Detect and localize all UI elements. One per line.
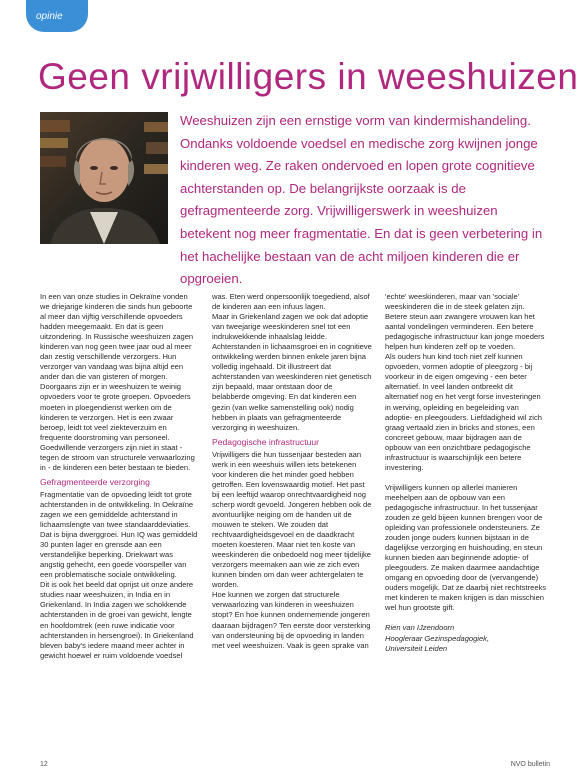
author-title: Hoogleraar Gezinspedagogiek, <box>385 633 490 643</box>
section-tab <box>26 0 88 32</box>
paragraph: 'echte' weeskinderen, maar van 'sociale' weeskinderen die in de steek gelaten zijn. Betere steun aan zwangere vrouwen kan het aantal vondelingen verminderen. Een betere pedagogische infrastructuur kan jonge moeders helpen hun kinderen zelf op te voeden. <box>385 292 545 352</box>
article-title: Geen vrijwilligers in weeshuizen <box>38 56 579 97</box>
spacer <box>385 473 548 483</box>
paragraph: Fragmentatie van de opvoeding leidt tot grote achterstanden in de ontwikkeling. In Oekraïne zagen we een gemiddelde achterstand in lichaamslengte van twee standaarddeviaties. Dat is bijna dwerggroei. Hun IQ was gemiddeld 30 punten lager en grensde aan een verstandelijke beperking. Driekwart was angstig gehecht, een goede voorspeller van een problematische sociale ontwikkeling. <box>40 489 198 580</box>
paragraph: Hoe kunnen we zorgen dat structurele verwaarlozing van kinderen in weeshuizen stopt? En hoe kunnen ondernemende jongeren daaraan bijdragen? Ten eerste door versterking van ondersteuning bij de opvoeding in landen met veel weeshuizen. Vaak is geen sprake van <box>212 590 371 650</box>
paragraph: Maar in Griekenland zagen we ook dat adoptie van tweejarige weeskinderen snel tot een indrukwekkende inhaalslag leidde. Achterstanden in lichaamsgroei en in cognitieve ontwikkeling werden binnen enkele jaren bijna volledig ingehaald. Dit illustreert dat achterstanden van weeskinderen niet genetisch zijn bepaald, maar ontstaan door de belabberde omgeving. En dat kinderen een gezin (van welke samenstelling ook) nodig hebben in plaats van gefragmenteerde verzorging in weeshuizen. <box>212 312 372 432</box>
column-2 <box>212 292 372 651</box>
author-name: Rien van IJzendoorn <box>385 623 455 633</box>
article-body <box>40 292 550 747</box>
subheading: Pedagogische infrastructuur <box>212 436 320 447</box>
paragraph: Dit is ook het beeld dat oprijst uit onze andere studies naar weeshuizen, in India en in Griekenland. In India zagen we schokkende achterstanden in de groei van gewicht, lengte en hoofdomtrek (een ruwe indicatie voor achterstanden in hersengroei). In Griekenland bleven baby's iedere maand meer achter in gewicht hoewel er ruim voldoende voedsel <box>40 580 194 660</box>
paragraph: Vrijwilligers die hun tussenjaar besteden aan werk in een weeshuis willen iets betekenen voor kinderen die het minder goed hebben getroffen. Een lovenswaardig motief. Het past bij een leeftijd waarop onrechtvaardigheid nog scherp wordt gevoeld. Jongeren hebben ook de avontuurlijke neiging om de handen uit de mouwen te steken. We zouden dat rechtvaardigheidsgevoel en de daadkracht moeten koesteren. Maar niet ten koste van weeskinderen die onbedoeld nog meer tijdelijke verzorgers meemaken aan wie ze zich even kunnen binden om dan weer achtergelaten te worden. <box>212 449 372 590</box>
paragraph: Vrijwilligers kunnen op allerlei manieren meehelpen aan de opbouw van een pedagogische infrastructuur. In het tussenjaar zouden ze geld bijeen kunnen brengen voor de opleiding van professionele ondersteuners. Ze zouden jonge ouders kunnen bijstaan in de dagelijkse verzorging en huishouding, en steun kunnen bieden aan beginnende adoptie- of pleegouders. Ze maken daarmee aandachtige omgang en opvoeding door de (vervangende) ouders mogelijk. Dat ze daarbij niet rechtstreeks met kinderen te maken krijgen is dan misschien wel hun grootste gift. <box>385 482 547 613</box>
page-number: 12 <box>40 761 48 768</box>
spacer <box>385 613 548 623</box>
publication-name: NVO bulletin <box>510 761 550 768</box>
column-1 <box>40 292 198 661</box>
page-footer <box>40 761 550 775</box>
subheading: Gefragmenteerde verzorging <box>40 476 150 487</box>
paragraph: was. Eten werd onpersoonlijk toegediend, alsof de kinderen aan een infuus lagen. <box>212 292 370 312</box>
section-tab-label: opinie <box>36 11 63 22</box>
column-3 <box>385 292 548 654</box>
author-photo <box>40 112 168 244</box>
paragraph: Als ouders hun kind toch niet zelf kunnen opvoeden, vormen adoptie of pleegzorg - bij voorkeur in de eigen omgeving - een beter alternatief. In veel landen ontbreekt dit alternatief nog en het vergt forse investeringen in werving, opleiding en begeleiding van adoptie- en pleegouders. Liefdadigheid wil zich graag vertaald zien in bricks and stones, een concreet gebouw, maar bijdragen aan de opbouw van een onzichtbare pedagogische infrastructuur is waarschijnlijk een betere investering. <box>385 352 542 472</box>
author-affiliation: Universiteit Leiden <box>385 643 448 653</box>
portrait-image <box>40 112 168 244</box>
paragraph: In een van onze studies in Oekraïne vonden we driejarige kinderen die sinds hun geboorte al meer dan vijftig verschillende opvoeders hadden meegemaakt. En dat is geen uitzondering. In Russische weeshuizen zagen kinderen van nog geen twee jaar oud al meer dan zestig verschillende verzorgers. Hun verzorger van vandaag was bijna altijd een ander dan die van gisteren of morgen. Doorgaans zijn er in weeshuizen te weinig opvoeders voor te grote groepen. Opvoeders moeten in ploegendienst werken om de kinderen te verzorgen. Het is een zwaar beroep, leidt tot veel ziekteverzuim en frequente doorstroming van personeel. Goedwillende verzorgers zijn niet in staat - tegen de stroom van structurele verwaarlozing in - de kinderen een beter bestaan te bieden. <box>40 292 195 472</box>
article-lead: Weeshuizen zijn een ernstige vorm van kindermishandeling. Ondanks voldoende voedsel en medische zorg kwijnen jonge kinderen weg. Ze raken ondervoed en lopen grote cognitieve achterstanden op. De belangrijkste oorzaak is de gefragmenteerde zorg. Vrijwilligerswerk in weeshuizen betekent nog meer fragmentatie. En dat is geen verbetering in het hachelijke bestaan van de acht miljoen kinderen die er opgroeien. <box>180 113 543 287</box>
